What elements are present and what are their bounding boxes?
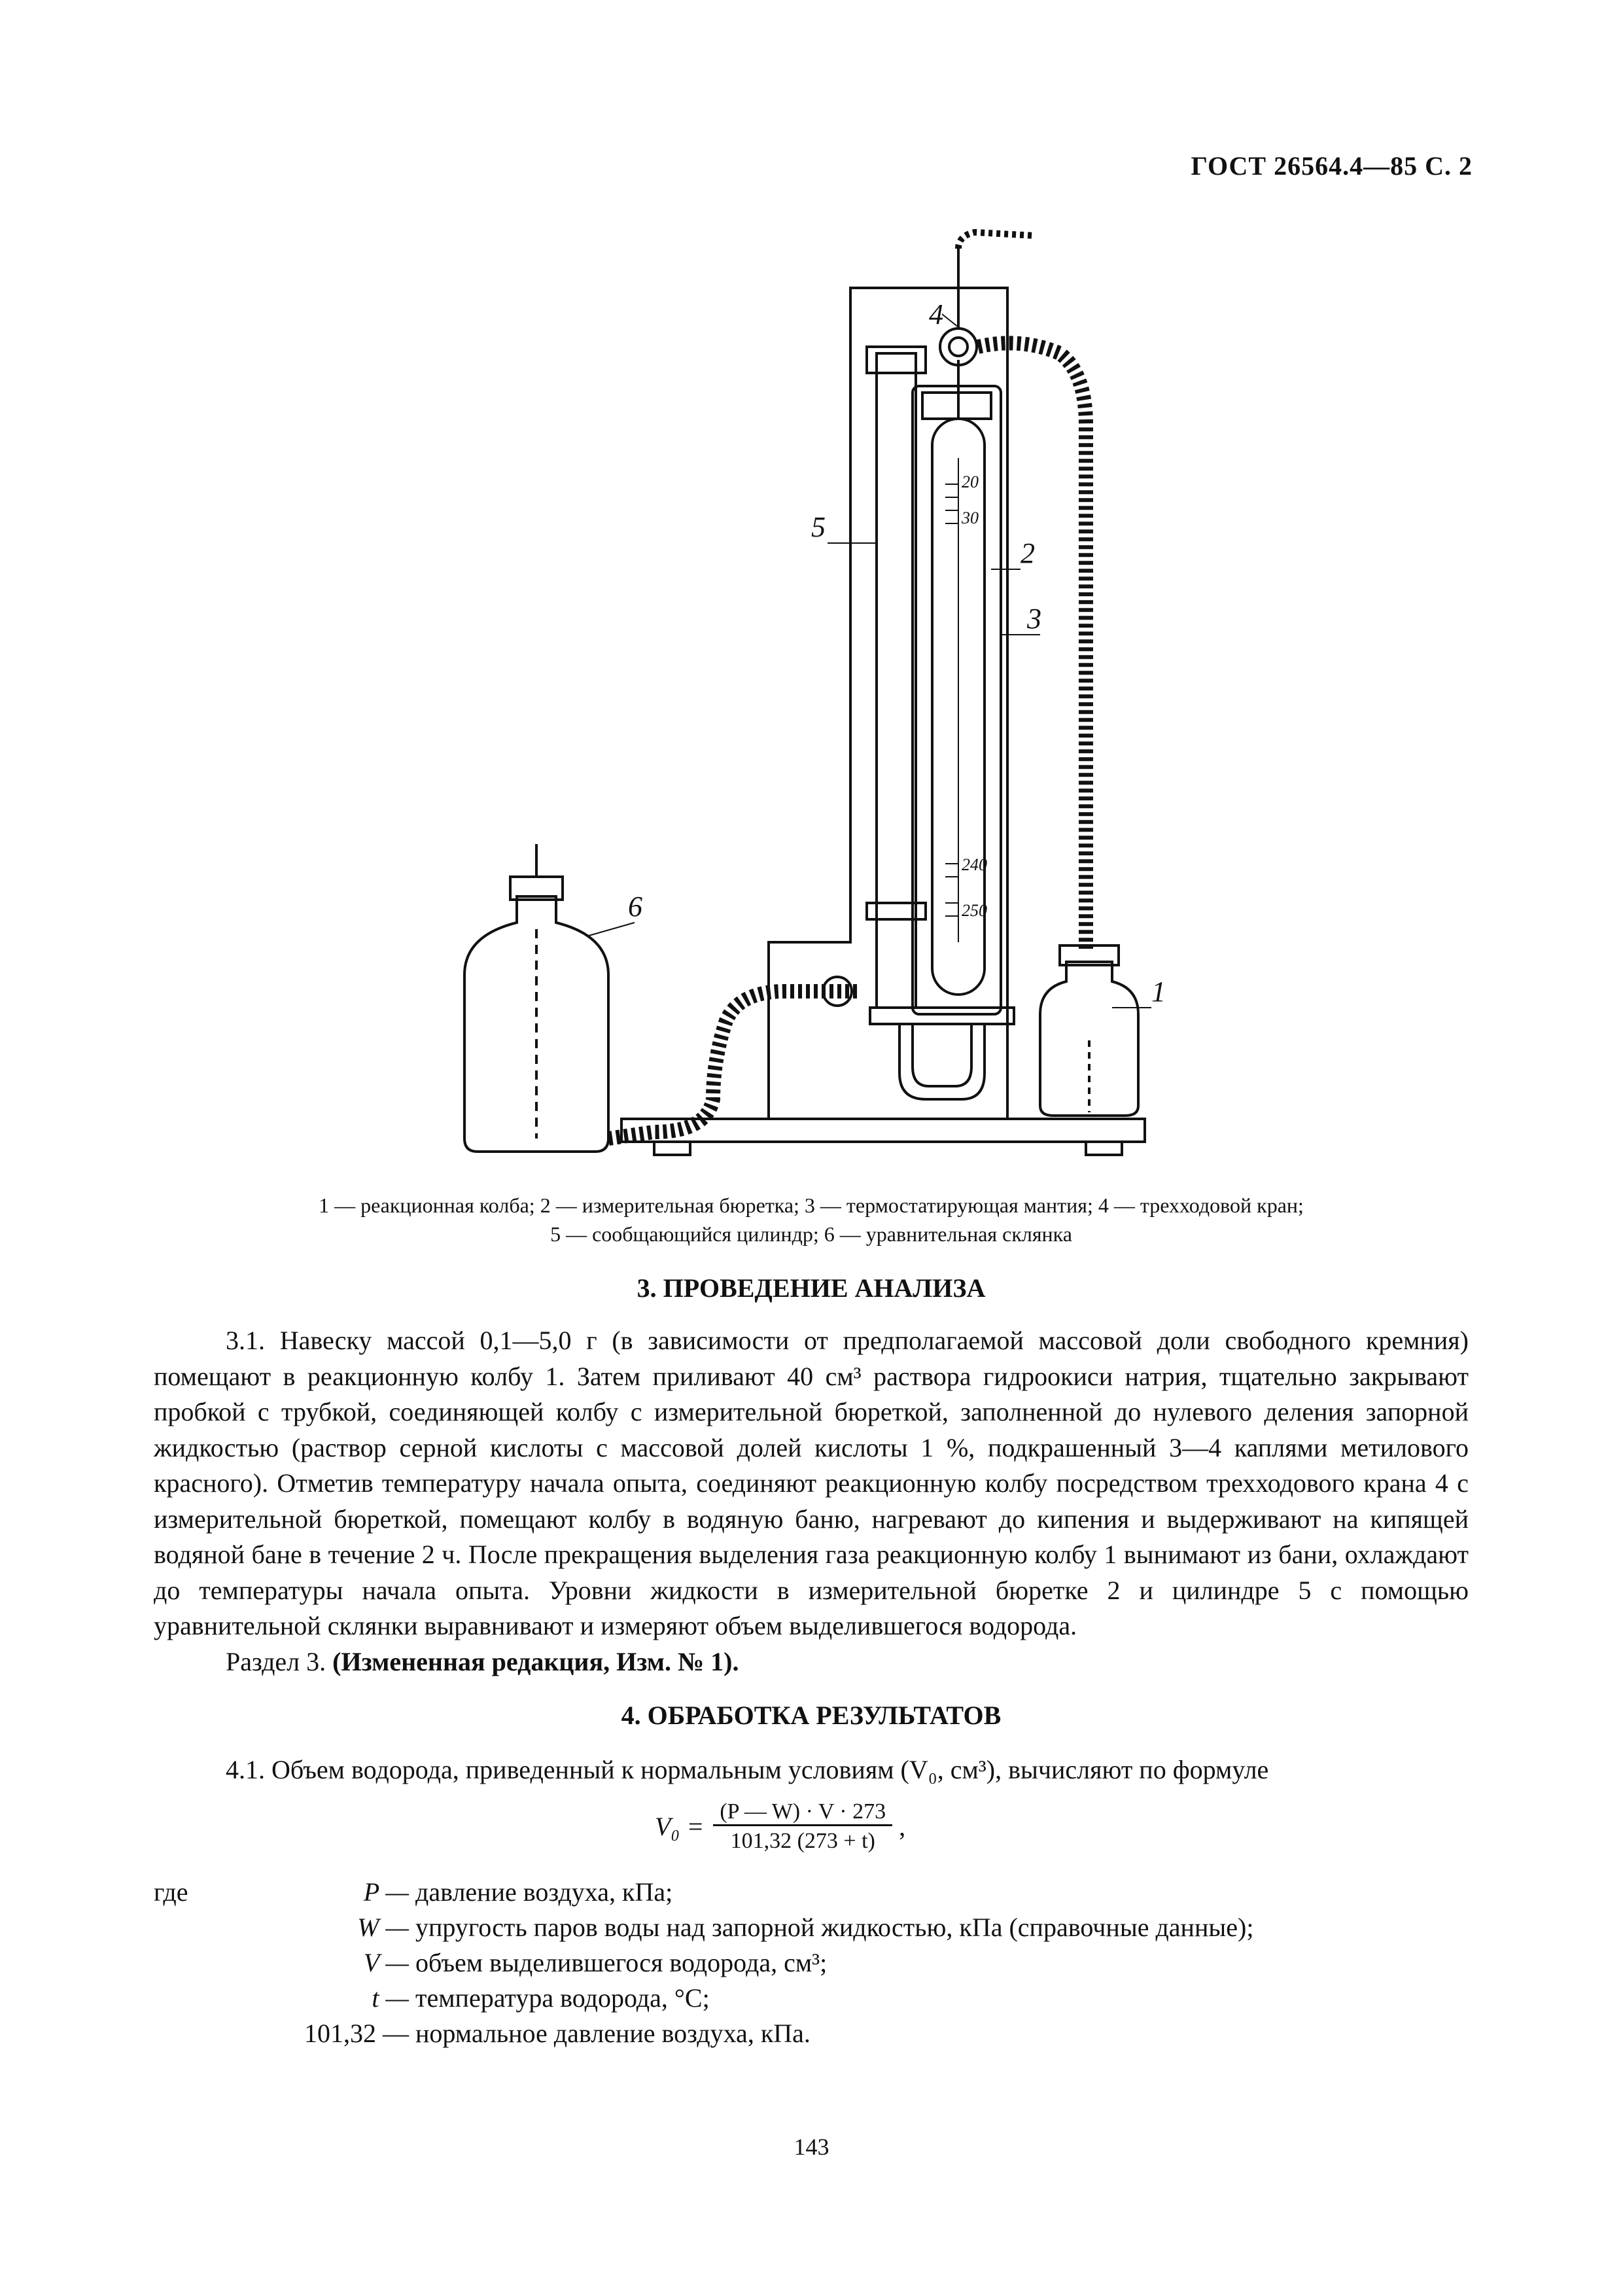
definition-text: давление воздуха, кПа;	[415, 1877, 673, 1907]
section-4-title: 4. ОБРАБОТКА РЕЗУЛЬТАТОВ	[621, 1701, 1002, 1730]
page-number: 143	[794, 2134, 829, 2160]
label-2: 2	[1021, 537, 1035, 569]
definition-row	[154, 1981, 1469, 2016]
scale-240: 240	[962, 855, 987, 874]
scale-20: 20	[962, 472, 979, 491]
definition-symbol: 101,32 —	[304, 2019, 409, 2048]
definition-text: объем выделившегося водорода, см³;	[415, 1948, 828, 1977]
definition-row	[154, 2016, 1469, 2051]
bottom-clamp	[870, 1008, 1014, 1024]
definition-text: упругость паров воды над запорной жидкостью, кПа (справочные данные);	[415, 1913, 1254, 1942]
caption-line-2: 5 — сообщающийся цилиндр; 6 — уравнительная склянка	[550, 1222, 1072, 1246]
definition-symbol: t —	[372, 1983, 409, 2013]
definition-symbol: W —	[357, 1913, 409, 1942]
definition-row	[154, 1875, 1469, 1910]
definition-symbol: V —	[363, 1948, 409, 1977]
paragraph-4-1: 4.1. Объем водорода, приведенный к нормальным условиям (V₀, см³), вычисляют по формуле	[226, 1755, 1269, 1784]
definition-symbol: P —	[363, 1877, 409, 1907]
definitions-list	[154, 1875, 1469, 2051]
where-word: где	[154, 1877, 188, 1907]
section-3-title: 3. ПРОВЕДЕНИЕ АНАЛИЗА	[637, 1273, 986, 1303]
label-4: 4	[929, 298, 943, 330]
definition-row	[154, 1945, 1469, 1981]
hydrogen-volume-formula	[654, 1799, 906, 1854]
figure-caption	[164, 1191, 1459, 1248]
section-3-body	[154, 1323, 1469, 1680]
scale-30: 30	[962, 508, 979, 527]
scale-250: 250	[962, 901, 987, 920]
definition-row	[154, 1910, 1469, 1945]
caption-line-1: 1 — реакционная колба; 2 — измерительная бюретка; 3 — термостатирующая мантия; 4 — трехходовой кран;	[319, 1193, 1304, 1217]
definition-text: нормальное давление воздуха, кПа.	[415, 2019, 811, 2048]
formula-lhs: V₀ =	[655, 1812, 705, 1841]
formula-trail: ,	[899, 1812, 906, 1841]
cylinder-5	[877, 353, 916, 1008]
document-header: ГОСТ 26564.4—85 С. 2	[1191, 151, 1473, 181]
formula-numerator: (P — W) · V · 273	[713, 1799, 892, 1826]
label-5: 5	[811, 511, 826, 543]
section-4-body	[154, 1752, 1469, 1788]
back-stand	[769, 288, 1007, 1119]
formula-denominator: 101,32 (273 + t)	[730, 1829, 875, 1853]
amendment-note: Раздел 3. (Измененная редакция, Изм. № 1).	[226, 1646, 739, 1676]
label-6: 6	[628, 891, 642, 923]
paragraph-3-1: 3.1. Навеску массой 0,1—5,0 г (в зависимости от предполагаемой массовой доли свободного кремния) помещают в реакционную колбу 1. Затем приливают 40 см³ раствора гидроокиси натрия, тщательно закрывают пробкой с трубкой, соединяющей колбу с измерительной бюреткой, заполненной до нулевого деления запорной жидкостью (раствор серной кислоты с массовой долей кислоты 1 %, подкрашенный 3—4 каплями метилового красного). Отметив температуру начала опыта, соединяют реакционную колбу посредством трехходового крана 4 с измерительной бюреткой, помещают колбу в водяную баню, нагревают до кипения и выдерживают на кипящей водяной бане в течение 2 ч. После прекращения выделения газа реакционную колбу 1 вынимают из бани, охлаждают до температуры начала опыта. Уровни жидкости в измерительной бюретке 2 и цилиндре 5 с помощью уравнительной склянки выравнивают и измеряют объем выделившегося водорода.	[154, 1326, 1469, 1640]
three-way-cock-4	[940, 328, 977, 365]
label-1: 1	[1151, 976, 1166, 1008]
definition-text: температура водорода, °С;	[415, 1983, 710, 2013]
base-platform	[621, 1119, 1145, 1142]
label-3: 3	[1027, 603, 1041, 635]
